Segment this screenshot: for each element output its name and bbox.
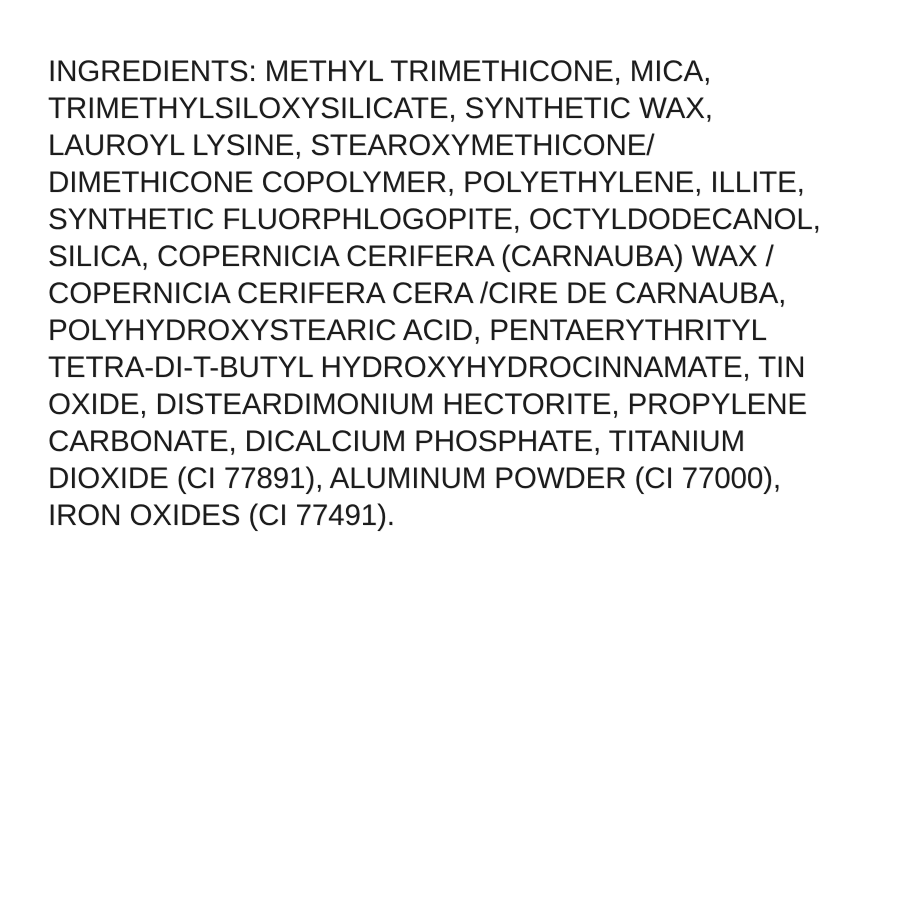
ingredients-line: INGREDIENTS: METHYL TRIMETHICONE, MICA, (48, 55, 712, 88)
ingredients-line: TRIMETHYLSILOXYSILICATE, SYNTHETIC WAX, (48, 92, 713, 125)
ingredients-label (48, 53, 821, 534)
ingredients-line: DIMETHICONE COPOLYMER, POLYETHYLENE, ILLITE, (48, 166, 805, 199)
ingredients-line: LAUROYL LYSINE, STEAROXYMETHICONE/ (48, 129, 655, 162)
ingredients-line: OXIDE, DISTEARDIMONIUM HECTORITE, PROPYLENE (48, 388, 807, 421)
ingredients-line: POLYHYDROXYSTEARIC ACID, PENTAERYTHRITYL (48, 314, 767, 347)
ingredients-line: IRON OXIDES (CI 77491). (48, 499, 395, 532)
ingredients-line: DIOXIDE (CI 77891), ALUMINUM POWDER (CI 77000), (48, 462, 781, 495)
ingredients-line: TETRA-DI-T-BUTYL HYDROXYHYDROCINNAMATE, TIN (48, 351, 806, 384)
ingredients-line: SYNTHETIC FLUORPHLOGOPITE, OCTYLDODECANOL, (48, 203, 821, 236)
ingredients-line: SILICA, COPERNICIA CERIFERA (CARNAUBA) WAX / (48, 240, 774, 273)
ingredients-line: COPERNICIA CERIFERA CERA /CIRE DE CARNAUBA, (48, 277, 787, 310)
ingredients-line: CARBONATE, DICALCIUM PHOSPHATE, TITANIUM (48, 425, 745, 458)
